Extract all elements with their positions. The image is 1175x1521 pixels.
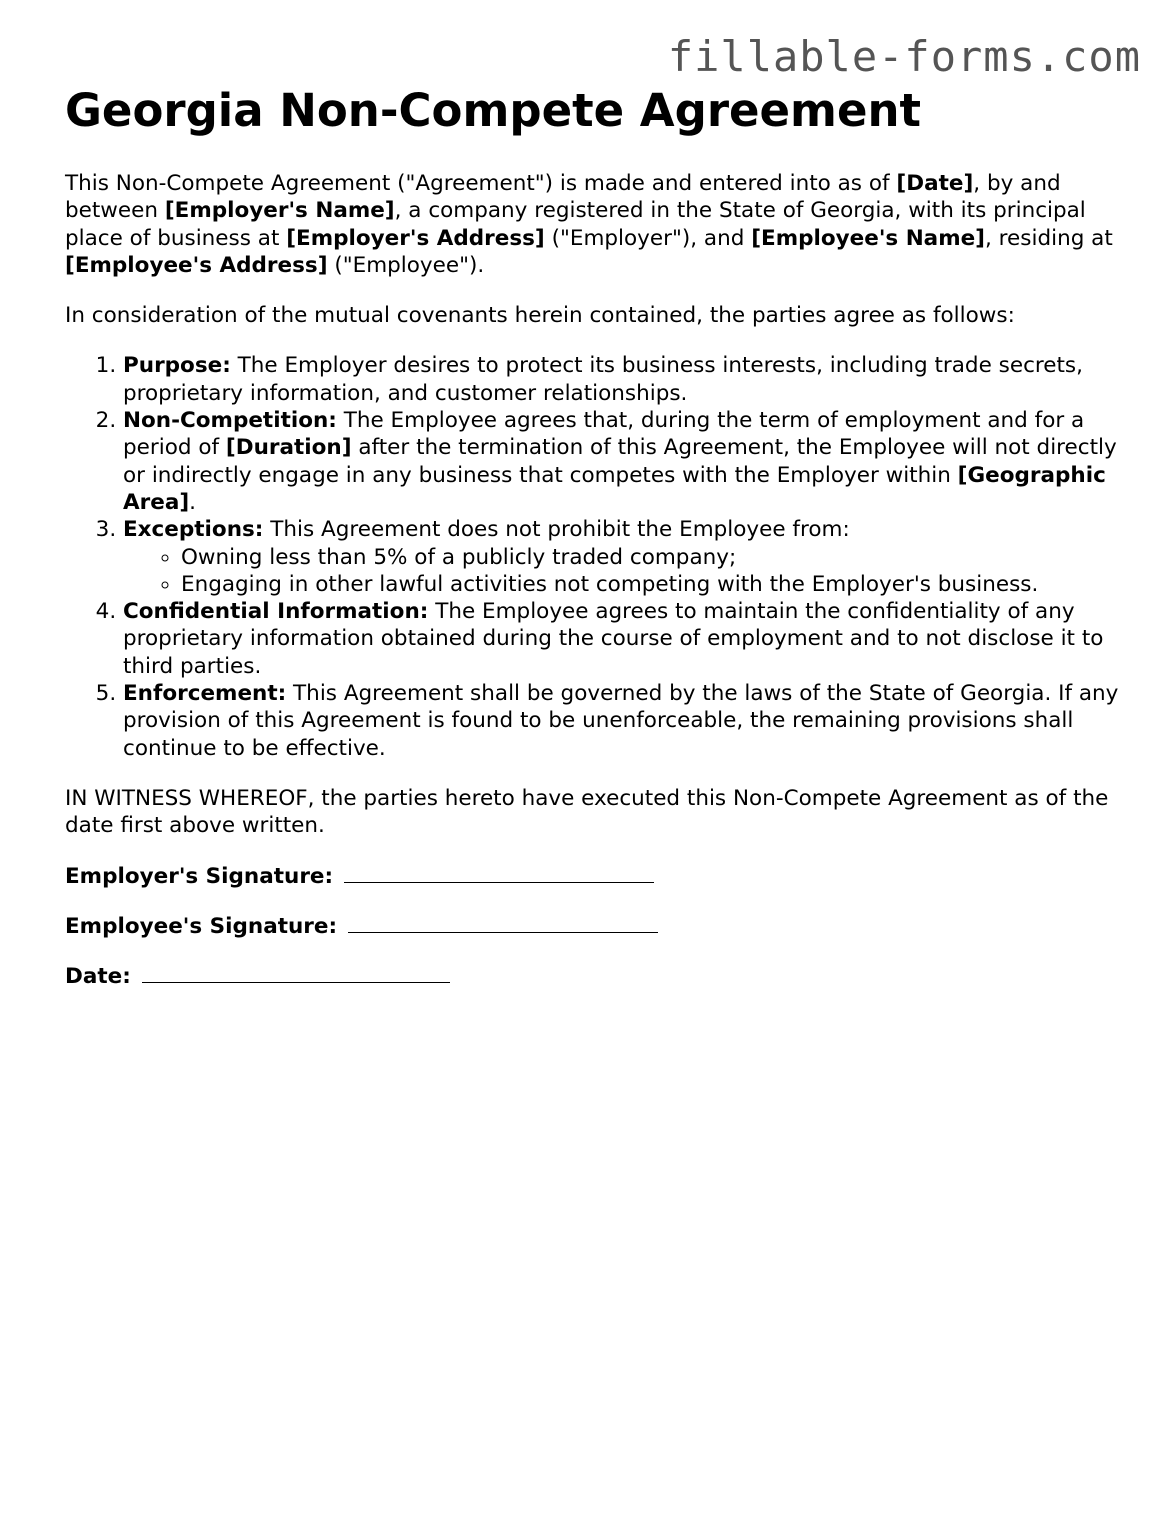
employee-signature-row xyxy=(65,913,1125,940)
placeholder-employee-address: [Employee's Address] xyxy=(65,252,328,278)
placeholder-employer-name: [Employer's Name] xyxy=(164,198,395,224)
exceptions-list xyxy=(123,544,1125,599)
employee-signature-line[interactable] xyxy=(348,914,658,933)
term-noncompetition-text-1: The Employee agrees that, during the term of employment and for a period of xyxy=(123,408,1085,461)
term-exceptions-text: This Agreement does not prohibit the Employee from: xyxy=(263,517,850,543)
term-noncompetition-text-2: after the termination of this Agreement, the Employee will not directly or indirectly engage in any business that competes with the Employer within xyxy=(123,435,1117,488)
term-noncompetition-label: Non-Competition: xyxy=(123,408,337,434)
term-enforcement-text: This Agreement shall be governed by the laws of the State of Georgia. If any provision of this Agreement is found to be unenforceable, the remaining provisions shall continue to be effective. xyxy=(123,681,1119,761)
intro-text-1: This Non-Compete Agreement ("Agreement") is made and entered into as of xyxy=(65,171,897,196)
witness-paragraph: IN WITNESS WHEREOF, the parties hereto have executed this Non-Compete Agreement as of the date first above written. xyxy=(65,785,1109,839)
date-line[interactable] xyxy=(142,964,450,983)
term-purpose-text: The Employer desires to protect its business interests, including trade secrets, proprietary information, and customer relationships. xyxy=(123,353,1083,406)
exception-item: ◦ Owning less than 5% of a publicly traded company; xyxy=(181,544,1125,571)
term-noncompetition xyxy=(123,407,1125,516)
terms-list xyxy=(65,352,1125,761)
placeholder-date: [Date] xyxy=(896,171,974,196)
placeholder-duration: [Duration] xyxy=(225,435,352,461)
term-exceptions-label: Exceptions: xyxy=(123,517,264,543)
date-label: Date: xyxy=(65,964,131,990)
document-page xyxy=(65,84,1125,990)
intro-paragraph xyxy=(65,170,1125,279)
consideration-paragraph: In consideration of the mutual covenants herein contained, the parties agree as follows: xyxy=(65,303,1015,329)
placeholder-employer-address: [Employer's Address] xyxy=(286,225,545,251)
term-enforcement xyxy=(123,680,1125,762)
employer-signature-label: Employer's Signature: xyxy=(65,863,334,889)
term-noncompetition-text-3: . xyxy=(189,489,197,515)
employee-signature-label: Employee's Signature: xyxy=(65,913,338,939)
term-purpose xyxy=(123,352,1125,407)
term-enforcement-label: Enforcement: xyxy=(123,681,287,707)
term-confidential xyxy=(123,598,1125,680)
placeholder-geographic-area: [Geographic Area] xyxy=(123,462,1106,515)
placeholder-employee-name: [Employee's Name] xyxy=(751,225,986,251)
intro-text-4: ("Employer"), and xyxy=(544,225,752,251)
watermark: fillable-forms.com xyxy=(667,32,1141,81)
intro-text-6: ("Employee"). xyxy=(327,252,485,278)
exception-item: ◦ Engaging in other lawful activities not competing with the Employer's business. xyxy=(181,571,1125,598)
document-title: Georgia Non-Compete Agreement xyxy=(65,84,922,137)
intro-text-3: , a company registered in the State of Georgia, with its principal place of business at xyxy=(65,198,1086,251)
employer-signature-row xyxy=(65,863,1125,890)
term-exceptions xyxy=(123,516,1125,598)
term-purpose-label: Purpose: xyxy=(123,353,231,379)
intro-text-5: , residing at xyxy=(985,225,1113,251)
term-confidential-label: Confidential Information: xyxy=(123,599,429,625)
term-confidential-text: The Employee agrees to maintain the confidentiality of any proprietary information obtained during the course of employment and to not disclose it to third parties. xyxy=(123,599,1104,679)
employer-signature-line[interactable] xyxy=(344,864,654,883)
date-row xyxy=(65,963,1125,990)
intro-text-2: , by and between xyxy=(65,171,1061,224)
